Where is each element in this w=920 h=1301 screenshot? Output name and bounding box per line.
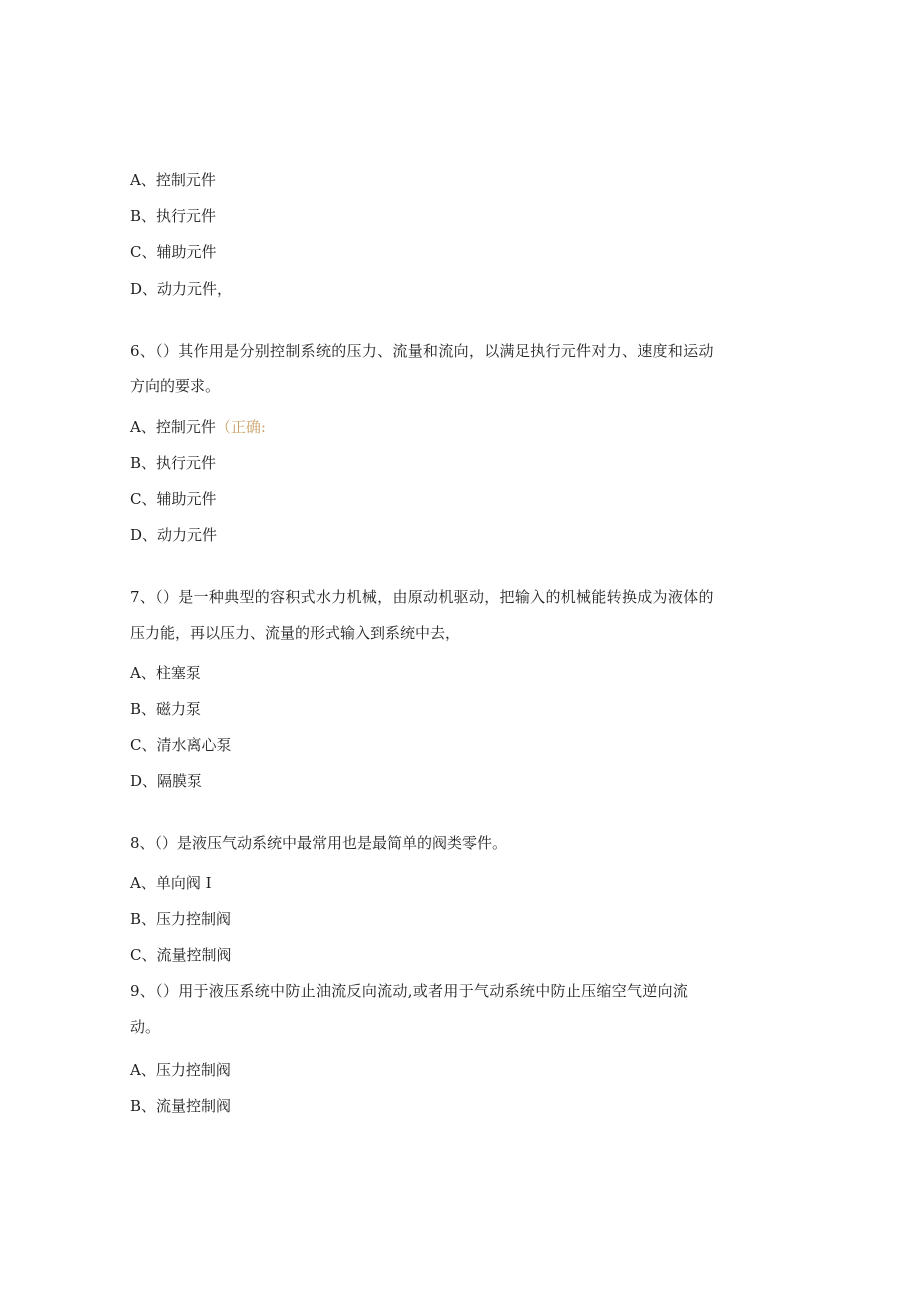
question-9-option-b: B、流量控制阀 bbox=[130, 1097, 232, 1115]
question-6-option-d: D、动力元件 bbox=[130, 526, 218, 544]
question-8-option-b: B、压力控制阀 bbox=[130, 910, 232, 928]
question-6-stem-line2: 方向的要求。 bbox=[130, 377, 221, 395]
question-6-option-a bbox=[130, 417, 266, 437]
option-c: C、辅助元件 bbox=[130, 243, 217, 261]
option-text: A、控制元件 bbox=[130, 418, 216, 436]
question-6-option-b: B、执行元件 bbox=[130, 454, 217, 472]
question-6-option-c: C、辅助元件 bbox=[130, 490, 217, 508]
option-d: D、动力元件， bbox=[130, 280, 233, 298]
question-7-stem-line2: 压力能，再以压力、流量的形式输入到系统中去， bbox=[130, 624, 461, 642]
question-9-stem-line2: 动。 bbox=[130, 1018, 161, 1036]
question-7-stem-line1: 7、（）是一种典型的容积式水力机械，由原动机驱动，把输入的机械能转换成为液体的 bbox=[130, 588, 714, 606]
option-a: A、控制元件 bbox=[130, 171, 216, 189]
question-8-stem-line1: 8、（）是液压气动系统中最常用也是最简单的阀类零件。 bbox=[130, 834, 508, 852]
question-9-option-a: A、压力控制阀 bbox=[130, 1061, 231, 1079]
question-7-option-a: A、柱塞泵 bbox=[130, 664, 201, 682]
question-7-option-b: B、磁力泵 bbox=[130, 700, 202, 718]
answer-hint: （正确: bbox=[215, 418, 266, 436]
option-b: B、执行元件 bbox=[130, 207, 217, 225]
question-7-option-c: C、清水离心泵 bbox=[130, 736, 232, 754]
question-8-option-c: C、流量控制阀 bbox=[130, 946, 232, 964]
question-6-stem-line1: 6、（）其作用是分别控制系统的压力、流量和流向，以满足执行元件对力、速度和运动 bbox=[130, 342, 714, 360]
question-9-stem-line1: 9、（）用于液压系统中防止油流反向流动,或者用于气动系统中防止压缩空气逆向流 bbox=[130, 982, 689, 1000]
question-7-option-d: D、隔膜泵 bbox=[130, 772, 203, 790]
question-8-option-a: A、单向阀 I bbox=[130, 874, 212, 892]
